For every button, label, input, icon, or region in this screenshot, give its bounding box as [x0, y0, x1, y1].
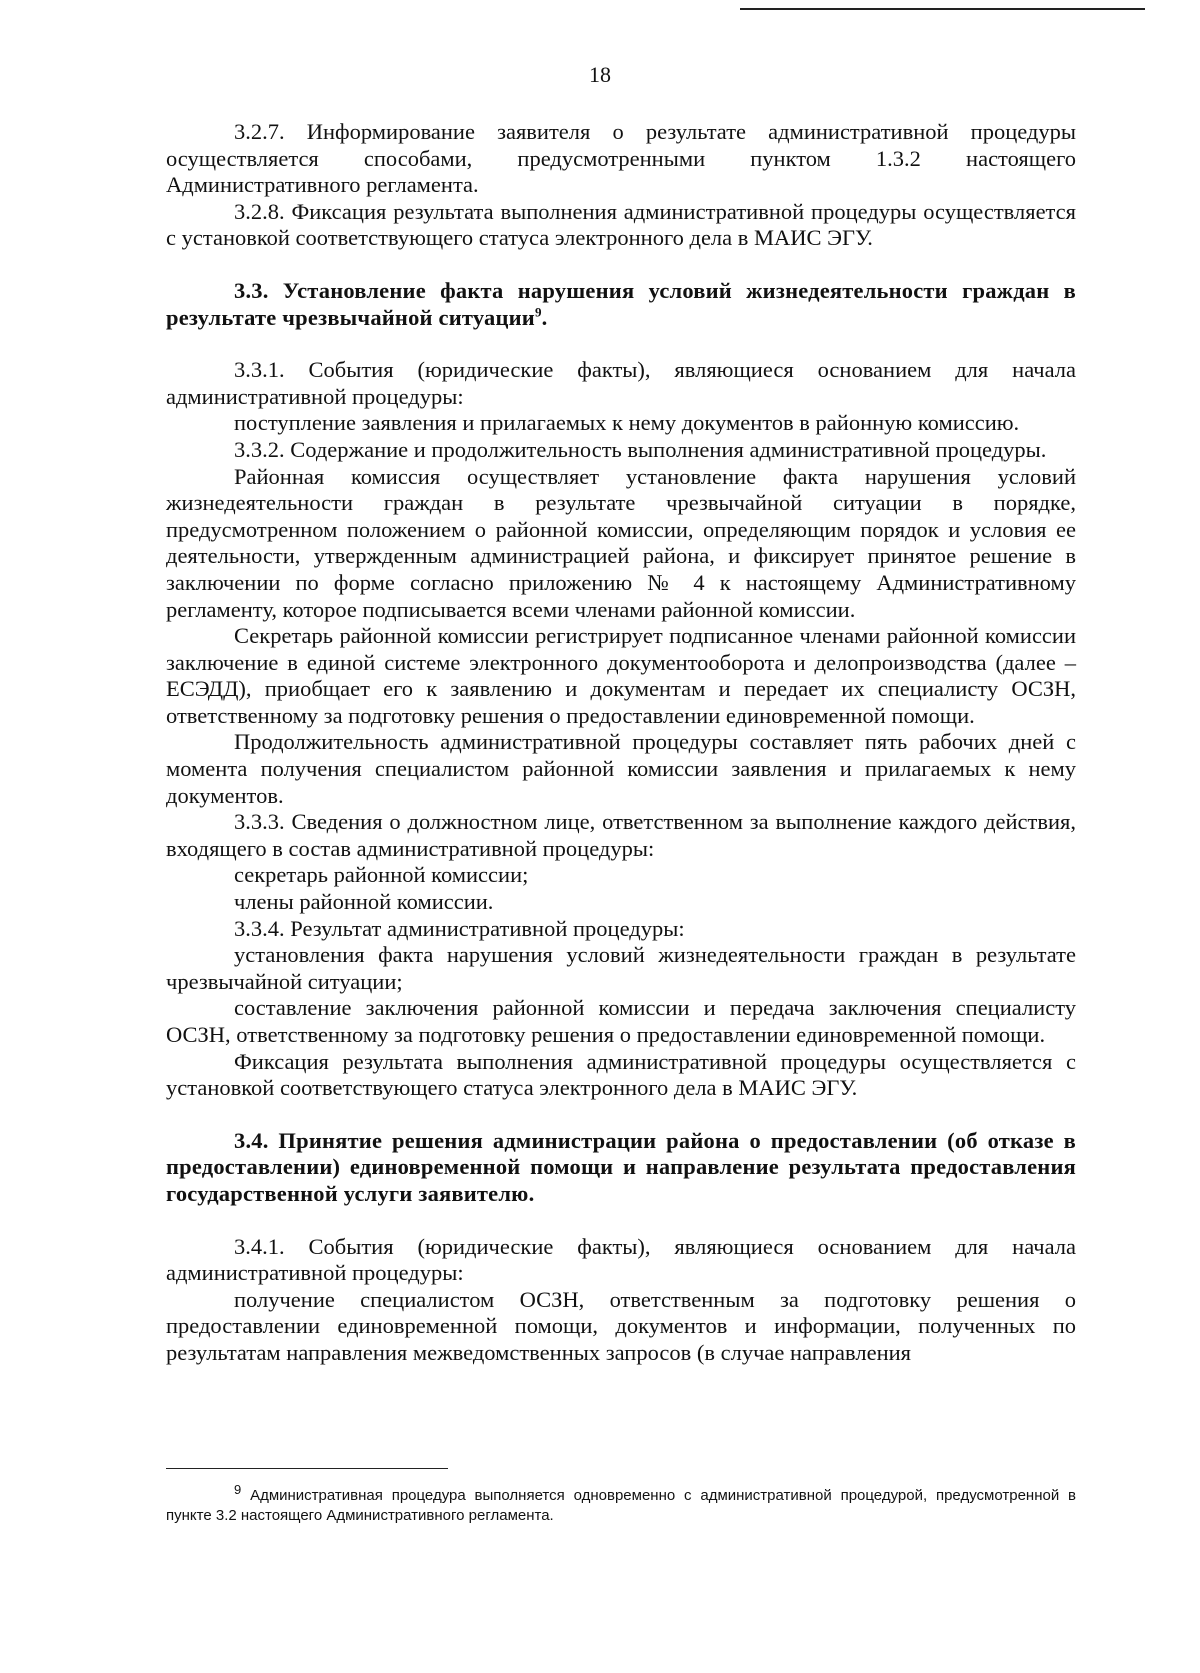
spacer — [166, 1102, 1076, 1128]
paragraph-3-3-4-fixation: Фиксация результата выполнения административной процедуры осуществляется с установкой соответствующего статуса электронного дела в МАИС ЭГУ. — [166, 1048, 1076, 1101]
paragraph-3-3-3-item-1: секретарь районной комиссии; — [234, 862, 529, 888]
section-heading-3-3-end: . — [541, 304, 548, 330]
paragraph-3-3-2-secretary: Секретарь районной комиссии регистрирует подписанное членами районной комиссии заключение в единой системе электронного документооборота и делопроизводства (далее – ЕСЭДД), приобщает его к заявлению и документам и передает их специалисту ОСЗН, ответственному за подготовку решения о предоставлении единовременной помощи. — [166, 623, 1076, 728]
section-heading-3-4: 3.4. Принятие решения администрации района о предоставлении (об отказе в предоставлении) единовременной помощи и направление результата предоставления государственной услуги заявителю. — [166, 1127, 1076, 1206]
spacer — [166, 1208, 1076, 1234]
paragraph-3-3-4-item-1: установления факта нарушения условий жизнедеятельности граждан в результате чрезвычайной ситуации; — [166, 942, 1076, 994]
paragraph-3-3-2-commission: Районная комиссия осуществляет установление факта нарушения условий жизнедеятельности граждан в результате чрезвычайной ситуации в порядке, предусмотренном положением о районной комиссии, определяющим порядок и условия ее деятельности, утвержденным администрацией района, и фиксирует принятое решение в заключении по форме согласно приложению № 4 к настоящему Административному регламенту, которое подписывается всеми членами районной комиссии. — [166, 463, 1076, 622]
paragraph-3-2-8: 3.2.8. Фиксация результата выполнения административной процедуры осуществляется с установкой соответствующего статуса электронного дела в МАИС ЭГУ. — [166, 198, 1076, 251]
paragraph-3-4-1: 3.4.1. События (юридические факты), являющиеся основанием для начала административной процедуры: — [166, 1233, 1076, 1286]
footnote-mark: 9 — [234, 1482, 242, 1497]
paragraph-3-3-3: 3.3.3. Сведения о должностном лице, ответственном за выполнение каждого действия, входящего в состав административной процедуры: — [166, 809, 1076, 861]
paragraph-3-3-1: 3.3.1. События (юридические факты), являющиеся основанием для начала административной процедуры: — [166, 357, 1076, 409]
paragraph-3-3-2: 3.3.2. Содержание и продолжительность выполнения административной процедуры. — [234, 436, 1047, 462]
spacer — [166, 252, 1076, 278]
footnote-separator — [166, 1468, 448, 1469]
section-heading-3-3 — [166, 278, 1076, 331]
footnote-text: Административная процедура выполняется одновременно с административной процедурой, предусмотренной в пункте 3.2 настоящего Административного регламента. — [166, 1487, 1076, 1524]
spacer — [166, 331, 1076, 357]
paragraph-3-3-3-item-2: члены районной комиссии. — [234, 889, 494, 915]
paragraph-3-4-1-item: получение специалистом ОСЗН, ответственным за подготовку решения о предоставлении единовременной помощи, документов и информации, полученных по результатам направления межведомственных запросов (в случае направления — [166, 1286, 1076, 1365]
section-heading-3-3-text: 3.3. Установление факта нарушения условий жизнедеятельности граждан в результате чрезвычайной ситуации — [166, 277, 1076, 330]
page-number: 18 — [589, 62, 611, 87]
footnote-9 — [166, 1482, 1076, 1526]
document-body — [166, 119, 1076, 1367]
paragraph-3-3-4: 3.3.4. Результат административной процедуры: — [234, 915, 685, 941]
paragraph-3-2-7: 3.2.7. Информирование заявителя о результате административной процедуры осуществляется способами, предусмотренными пунктом 1.3.2 настоящего Административного регламента. — [166, 119, 1076, 198]
paragraph-3-3-4-item-2: составление заключения районной комиссии и передача заключения специалисту ОСЗН, ответственному за подготовку решения о предоставлении единовременной помощи. — [166, 995, 1076, 1047]
paragraph-3-3-1-item: поступление заявления и прилагаемых к нему документов в районную комиссию. — [234, 410, 1020, 436]
footnote-reference-9: 9 — [534, 304, 542, 320]
top-edge-rule — [740, 8, 1145, 10]
paragraph-3-3-2-duration: Продолжительность административной процедуры составляет пять рабочих дней с момента получения специалистом районной комиссии заявления и прилагаемых к нему документов. — [166, 729, 1076, 808]
